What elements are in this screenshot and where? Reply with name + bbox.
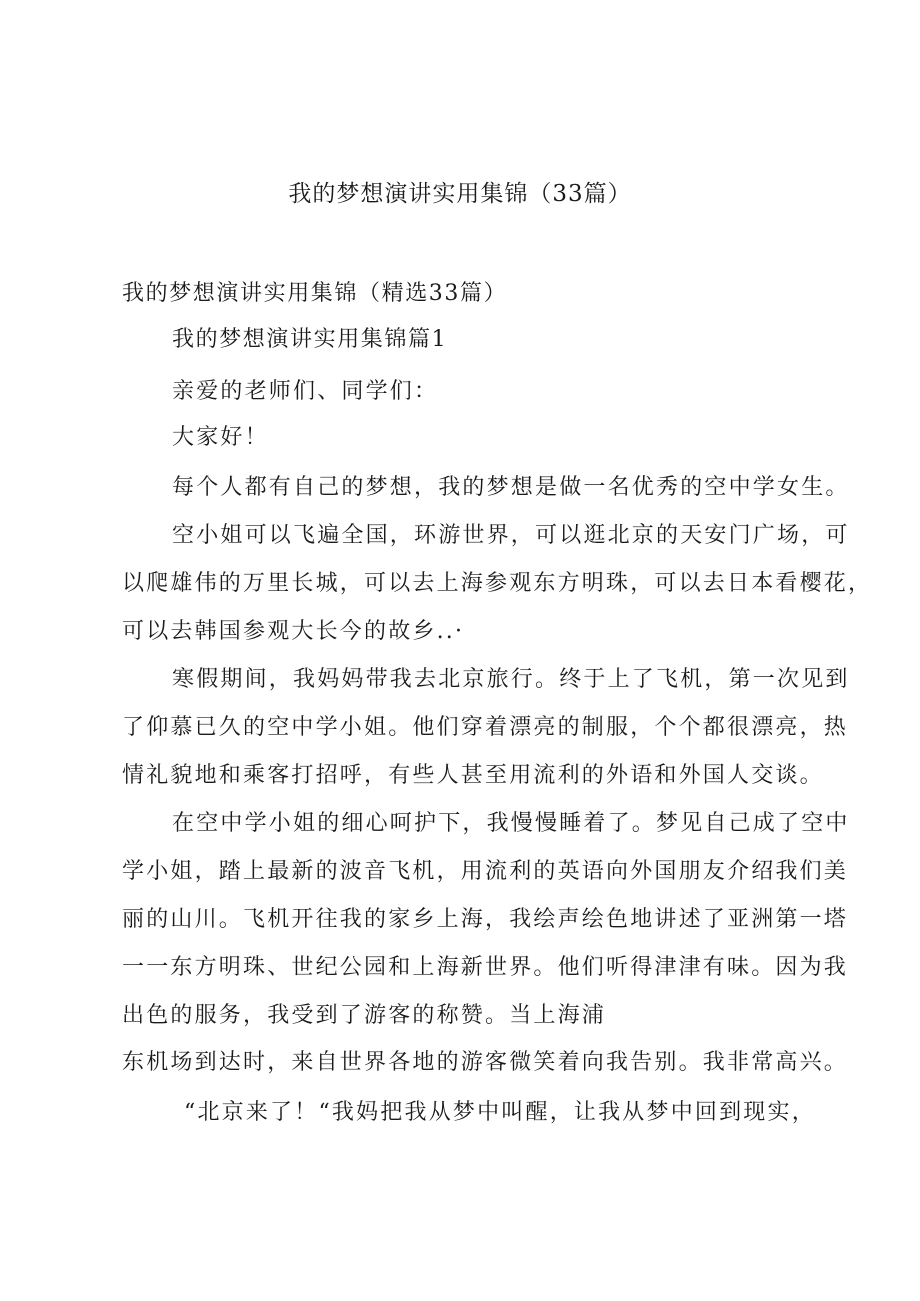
- document-title: 我的梦想演讲实用集锦（33篇）: [288, 181, 632, 207]
- paragraph-4-line-4: 一一东方明珠、世纪公园和上海新世界。他们听得津津有味。因为我: [122, 955, 849, 980]
- paragraph-1-line-1: 每个人都有自己的梦想，我的梦想是做一名优秀的空中学女生。: [172, 475, 850, 500]
- document-subtitle: 我的梦想演讲实用集锦（精选33篇）: [122, 281, 508, 306]
- paragraph-3-line-1: 寒假期间，我妈妈带我去北京旅行。终于上了飞机，第一次见到: [172, 667, 850, 692]
- paragraph-4-line-3: 丽的山川。飞机开往我的家乡上海，我绘声绘色地讲述了亚洲第一塔: [122, 907, 849, 932]
- section-heading: 我的梦想演讲实用集锦篇1: [172, 327, 448, 352]
- paragraph-4-line-5: 出色的服务，我受到了游客的称赞。当上海浦: [122, 1003, 607, 1028]
- paragraph-5-line-1: “北京来了！“我妈把我从梦中叫醒，让我从梦中回到现实，: [184, 1100, 816, 1125]
- salutation: 亲爱的老师们、同学们：: [172, 379, 439, 404]
- paragraph-2-line-1: 空小姐可以飞遍全国，环游世界，可以逛北京的天安门广场，可: [172, 523, 850, 548]
- paragraph-2-line-2: 以爬雄伟的万里长城，可以去上海参观东方明珠，可以去日本看樱花，: [122, 571, 873, 596]
- paragraph-4-line-1: 在空中学小姐的细心呵护下，我慢慢睡着了。梦见自己成了空中: [172, 811, 850, 836]
- paragraph-2-line-3: 可以去韩国参观大长今的故乡..·: [122, 619, 465, 644]
- greeting: 大家好！: [172, 425, 269, 450]
- paragraph-3-line-2: 了仰慕已久的空中学小姐。他们穿着漂亮的制服，个个都很漂亮，热: [122, 715, 849, 740]
- paragraph-4-line-2: 学小姐，踏上最新的波音飞机，用流利的英语向外国朋友介绍我们美: [122, 859, 849, 884]
- paragraph-4-line-6: 东机场到达时，来自世界各地的游客微笑着向我告别。我非常高兴。: [122, 1050, 849, 1075]
- paragraph-3-line-3: 情礼貌地和乘客打招呼，有些人甚至用流利的外语和外国人交谈。: [122, 763, 824, 788]
